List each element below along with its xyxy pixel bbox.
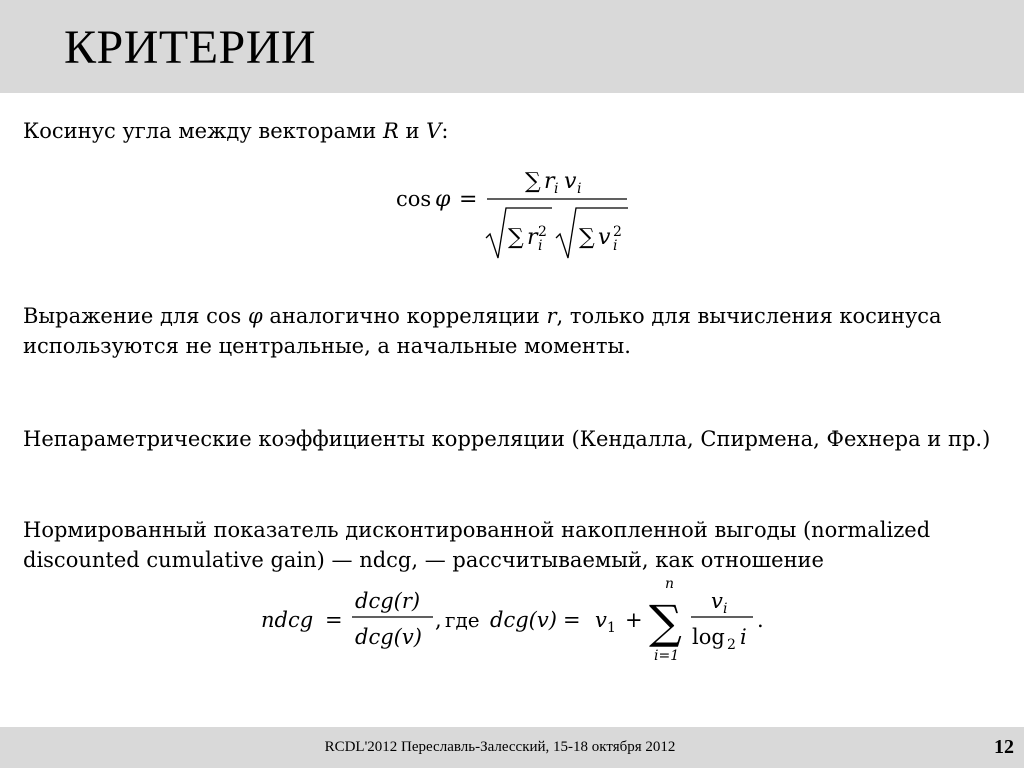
den-v-sub: i (613, 238, 618, 254)
p1-text: Косинус угла между векторами (23, 119, 383, 143)
log-i: i (740, 625, 747, 649)
p2-r: r (546, 304, 557, 328)
log-text: log (692, 625, 725, 649)
var-R: R (382, 119, 399, 143)
den-v: v (598, 225, 611, 250)
cos-label: cos (396, 187, 432, 211)
sum-symbol-numerator: ∑ (525, 169, 541, 194)
sum-symbol-den1: ∑ (508, 225, 524, 250)
var-V: V (426, 119, 442, 143)
formula-period: . (757, 608, 764, 632)
dcg-equals: = (563, 608, 581, 632)
den-r: r (527, 225, 538, 250)
phi-symbol: φ (435, 187, 451, 212)
ndcg-denominator: dcg(v) (355, 625, 422, 649)
ndcg-formula (255, 572, 775, 667)
frac-num-v: v (711, 589, 723, 613)
num-v: v (564, 169, 577, 194)
den-r-sub: i (538, 238, 543, 254)
cosine-formula (392, 160, 642, 270)
den-v-sup: 2 (613, 224, 622, 240)
where-word: где (445, 608, 480, 632)
sum-upper-limit: n (665, 576, 675, 592)
p2-phi: φ (248, 304, 263, 328)
num-r: r (544, 169, 555, 194)
v1-sub: 1 (607, 620, 616, 636)
paragraph-cosine-intro (23, 116, 998, 146)
paragraph-nonparametric: Непараметрические коэффициенты корреляции (Кендалла, Спирмена, Фехнера и пр.) (23, 427, 991, 451)
log-base: 2 (727, 637, 736, 653)
v1-var: v (595, 608, 607, 632)
p1-colon: : (441, 119, 449, 143)
footer-bar (0, 727, 1024, 768)
title-bar (0, 0, 1024, 93)
ndcg-comma: , (435, 608, 442, 632)
num-v-sub: i (577, 181, 582, 197)
plus-sign: + (625, 608, 643, 632)
p2-text-b: аналогично корреляции (262, 304, 547, 328)
p2-text-a: Выражение для cos (23, 304, 249, 328)
p1-and: и (398, 119, 427, 143)
ndcg-numerator: dcg(r) (355, 589, 421, 613)
paragraph-ndcg-intro: Нормированный показатель дисконтированной накопленной выгоды (normalized discounted cumulative gain) — ndcg, — рассчитываемый, как отношение (23, 518, 931, 572)
den-r-sup: 2 (538, 224, 547, 240)
paragraph-cos-correlation (23, 301, 998, 361)
page-number: 12 (994, 736, 1014, 758)
ndcg-equals: = (325, 608, 343, 632)
equals-sign: = (459, 187, 478, 212)
sum-symbol-den2: ∑ (579, 225, 595, 250)
frac-num-sub: i (723, 601, 728, 617)
p2-text-c: , только для вычисления косинуса используются не центральные, а начальные моменты. (23, 304, 942, 358)
num-r-sub: i (554, 181, 559, 197)
sum-lower-limit: i=1 (654, 648, 680, 664)
ndcg-lhs: ndcg (261, 608, 314, 632)
slide-title: КРИТЕРИИ (64, 21, 317, 74)
footer-conference: RCDL'2012 Переславль-Залесский, 15-18 октября 2012 (324, 739, 676, 755)
dcg-v-def: dcg(v) (490, 608, 557, 632)
sum-symbol-big: ∑ (649, 595, 682, 649)
